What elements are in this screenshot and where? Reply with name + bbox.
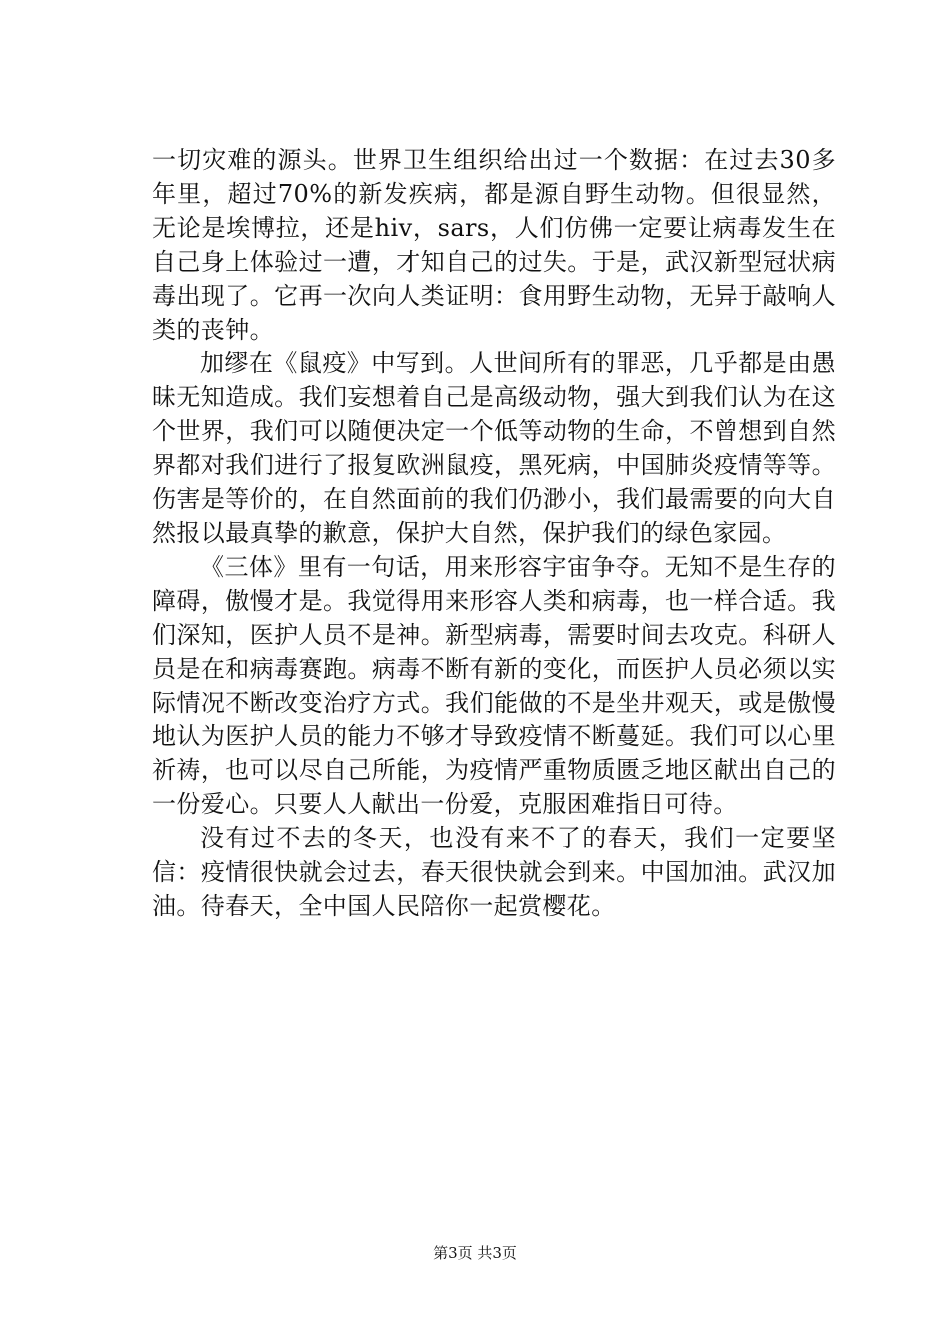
paragraph-4: 没有过不去的冬天，也没有来不了的春天，我们一定要坚信：疫情很快就会过去，春天很快就会到来。中国加油。武汉加油。待春天，全中国人民陪你一起赏樱花。 [152,824,836,920]
document-body [152,144,836,924]
page-number-label: 第3页 共3页 [433,1244,517,1262]
paragraph-1: 一切灾难的源头。世界卫生组织给出过一个数据：在过去30多年里，超过70%的新发疾病，都是源自野生动物。但很显然，无论是埃博拉，还是hiv，sars，人们仿佛一定要让病毒发生在自己身上体验过一遭，才知自己的过失。于是，武汉新型冠状病毒出现了。它再一次向人类证明：食用野生动物，无异于敲响人类的丧钟。 [152,146,836,344]
paragraph-2: 加缪在《鼠疫》中写到。人世间所有的罪恶，几乎都是由愚昧无知造成。我们妄想着自己是高级动物，强大到我们认为在这个世界，我们可以随便决定一个低等动物的生命，不曾想到自然界都对我们进行了报复欧洲鼠疫，黑死病，中国肺炎疫情等等。伤害是等价的，在自然面前的我们仍渺小，我们最需要的向大自然报以最真挚的歉意，保护大自然，保护我们的绿色家园。 [152,349,836,547]
page-footer [0,1243,950,1263]
paragraph-3: 《三体》里有一句话，用来形容宇宙争夺。无知不是生存的障碍，傲慢才是。我觉得用来形容人类和病毒，也一样合适。我们深知，医护人员不是神。新型病毒，需要时间去攻克。科研人员是在和病毒赛跑。病毒不断有新的变化，而医护人员必须以实际情况不断改变治疗方式。我们能做的不是坐井观天，或是傲慢地认为医护人员的能力不够才导致疫情不断蔓延。我们可以心里祈祷，也可以尽自己所能，为疫情严重物质匮乏地区献出自己的一份爱心。只要人人献出一份爱，克服困难指日可待。 [152,552,836,819]
